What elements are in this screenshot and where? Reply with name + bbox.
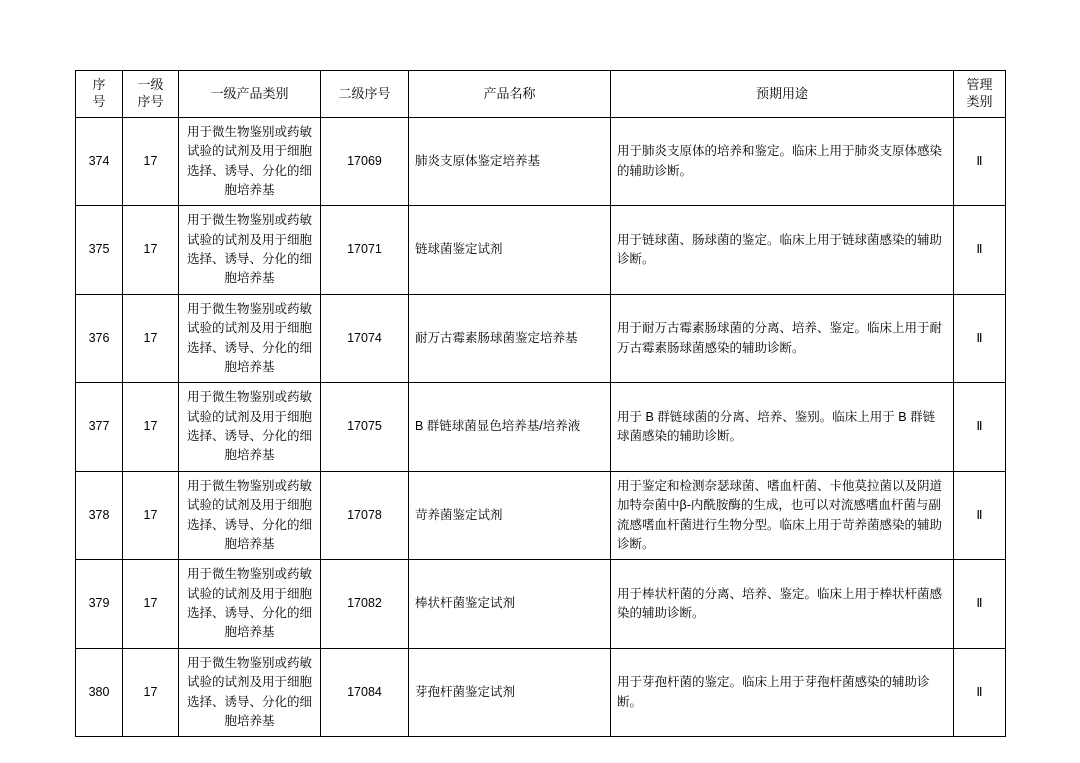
- product-catalog-table: [75, 70, 1006, 737]
- column-header-intended-use: 预期用途: [611, 71, 954, 118]
- table-row: [76, 383, 1006, 472]
- cell-management-class: Ⅱ: [954, 117, 1006, 206]
- cell-intended-use: 用于芽孢杆菌的鉴定。临床上用于芽孢杆菌感染的辅助诊断。: [611, 648, 954, 737]
- cell-level1-category: 用于微生物鉴别或药敏试验的试剂及用于细胞选择、诱导、分化的细胞培养基: [179, 648, 321, 737]
- table-body: [76, 117, 1006, 737]
- cell-seq: 377: [76, 383, 123, 472]
- column-header-seq-line1: 序: [92, 77, 106, 92]
- cell-product-name: 肺炎支原体鉴定培养基: [409, 117, 611, 206]
- cell-seq: 379: [76, 560, 123, 649]
- cell-level1-seq: 17: [123, 560, 179, 649]
- cell-level2-seq: 17069: [321, 117, 409, 206]
- cell-seq: 378: [76, 471, 123, 560]
- cell-level1-category: 用于微生物鉴别或药敏试验的试剂及用于细胞选择、诱导、分化的细胞培养基: [179, 471, 321, 560]
- cell-level1-seq: 17: [123, 117, 179, 206]
- cell-level2-seq: 17084: [321, 648, 409, 737]
- cell-level2-seq: 17078: [321, 471, 409, 560]
- column-header-management-class-line2: 类别: [966, 93, 993, 109]
- column-header-seq: [76, 71, 123, 118]
- cell-product-name: 棒状杆菌鉴定试剂: [409, 560, 611, 649]
- cell-seq: 374: [76, 117, 123, 206]
- cell-level2-seq: 17071: [321, 206, 409, 295]
- cell-product-name: B 群链球菌显色培养基/培养液: [409, 383, 611, 472]
- cell-seq: 380: [76, 648, 123, 737]
- cell-management-class: Ⅱ: [954, 648, 1006, 737]
- cell-management-class: Ⅱ: [954, 471, 1006, 560]
- column-header-level1-seq-line2: 序号: [137, 93, 164, 109]
- column-header-seq-line2: 号: [92, 93, 106, 109]
- cell-intended-use: 用于棒状杆菌的分离、培养、鉴定。临床上用于棒状杆菌感染的辅助诊断。: [611, 560, 954, 649]
- cell-level2-seq: 17074: [321, 294, 409, 383]
- cell-seq: 376: [76, 294, 123, 383]
- cell-level1-category: 用于微生物鉴别或药敏试验的试剂及用于细胞选择、诱导、分化的细胞培养基: [179, 560, 321, 649]
- cell-level2-seq: 17082: [321, 560, 409, 649]
- catalog-table-container: [75, 70, 1005, 737]
- cell-management-class: Ⅱ: [954, 294, 1006, 383]
- column-header-management-class-line1: 管理: [966, 77, 993, 92]
- cell-level2-seq: 17075: [321, 383, 409, 472]
- cell-intended-use: 用于鉴定和检测奈瑟球菌、嗜血杆菌、卡他莫拉菌以及阴道加特奈菌中β-内酰胺酶的生成，也可以对流感嗜血杆菌与副流感嗜血杆菌进行生物分型。临床上用于苛养菌感染的辅助诊断。: [611, 471, 954, 560]
- cell-intended-use: 用于链球菌、肠球菌的鉴定。临床上用于链球菌感染的辅助诊断。: [611, 206, 954, 295]
- cell-management-class: Ⅱ: [954, 560, 1006, 649]
- table-header: [76, 71, 1006, 118]
- cell-level1-seq: 17: [123, 206, 179, 295]
- cell-level1-category: 用于微生物鉴别或药敏试验的试剂及用于细胞选择、诱导、分化的细胞培养基: [179, 206, 321, 295]
- table-row: [76, 471, 1006, 560]
- table-header-row: [76, 71, 1006, 118]
- cell-level1-category: 用于微生物鉴别或药敏试验的试剂及用于细胞选择、诱导、分化的细胞培养基: [179, 117, 321, 206]
- cell-intended-use: 用于肺炎支原体的培养和鉴定。临床上用于肺炎支原体感染的辅助诊断。: [611, 117, 954, 206]
- column-header-level1-category: 一级产品类别: [179, 71, 321, 118]
- cell-level1-seq: 17: [123, 648, 179, 737]
- column-header-level1-seq-line1: 一级: [137, 77, 164, 92]
- cell-level1-category: 用于微生物鉴别或药敏试验的试剂及用于细胞选择、诱导、分化的细胞培养基: [179, 294, 321, 383]
- cell-intended-use: 用于耐万古霉素肠球菌的分离、培养、鉴定。临床上用于耐万古霉素肠球菌感染的辅助诊断。: [611, 294, 954, 383]
- cell-product-name: 苛养菌鉴定试剂: [409, 471, 611, 560]
- cell-level1-category: 用于微生物鉴别或药敏试验的试剂及用于细胞选择、诱导、分化的细胞培养基: [179, 383, 321, 472]
- table-row: [76, 206, 1006, 295]
- cell-level1-seq: 17: [123, 471, 179, 560]
- column-header-level1-seq: [123, 71, 179, 118]
- column-header-level2-seq: 二级序号: [321, 71, 409, 118]
- table-row: [76, 294, 1006, 383]
- cell-product-name: 芽孢杆菌鉴定试剂: [409, 648, 611, 737]
- cell-seq: 375: [76, 206, 123, 295]
- cell-management-class: Ⅱ: [954, 383, 1006, 472]
- table-row: [76, 648, 1006, 737]
- table-row: [76, 117, 1006, 206]
- cell-level1-seq: 17: [123, 294, 179, 383]
- column-header-management-class: [954, 71, 1006, 118]
- cell-level1-seq: 17: [123, 383, 179, 472]
- cell-product-name: 链球菌鉴定试剂: [409, 206, 611, 295]
- cell-intended-use: 用于 B 群链球菌的分离、培养、鉴别。临床上用于 B 群链球菌感染的辅助诊断。: [611, 383, 954, 472]
- table-row: [76, 560, 1006, 649]
- column-header-product-name: 产品名称: [409, 71, 611, 118]
- cell-product-name: 耐万古霉素肠球菌鉴定培养基: [409, 294, 611, 383]
- cell-management-class: Ⅱ: [954, 206, 1006, 295]
